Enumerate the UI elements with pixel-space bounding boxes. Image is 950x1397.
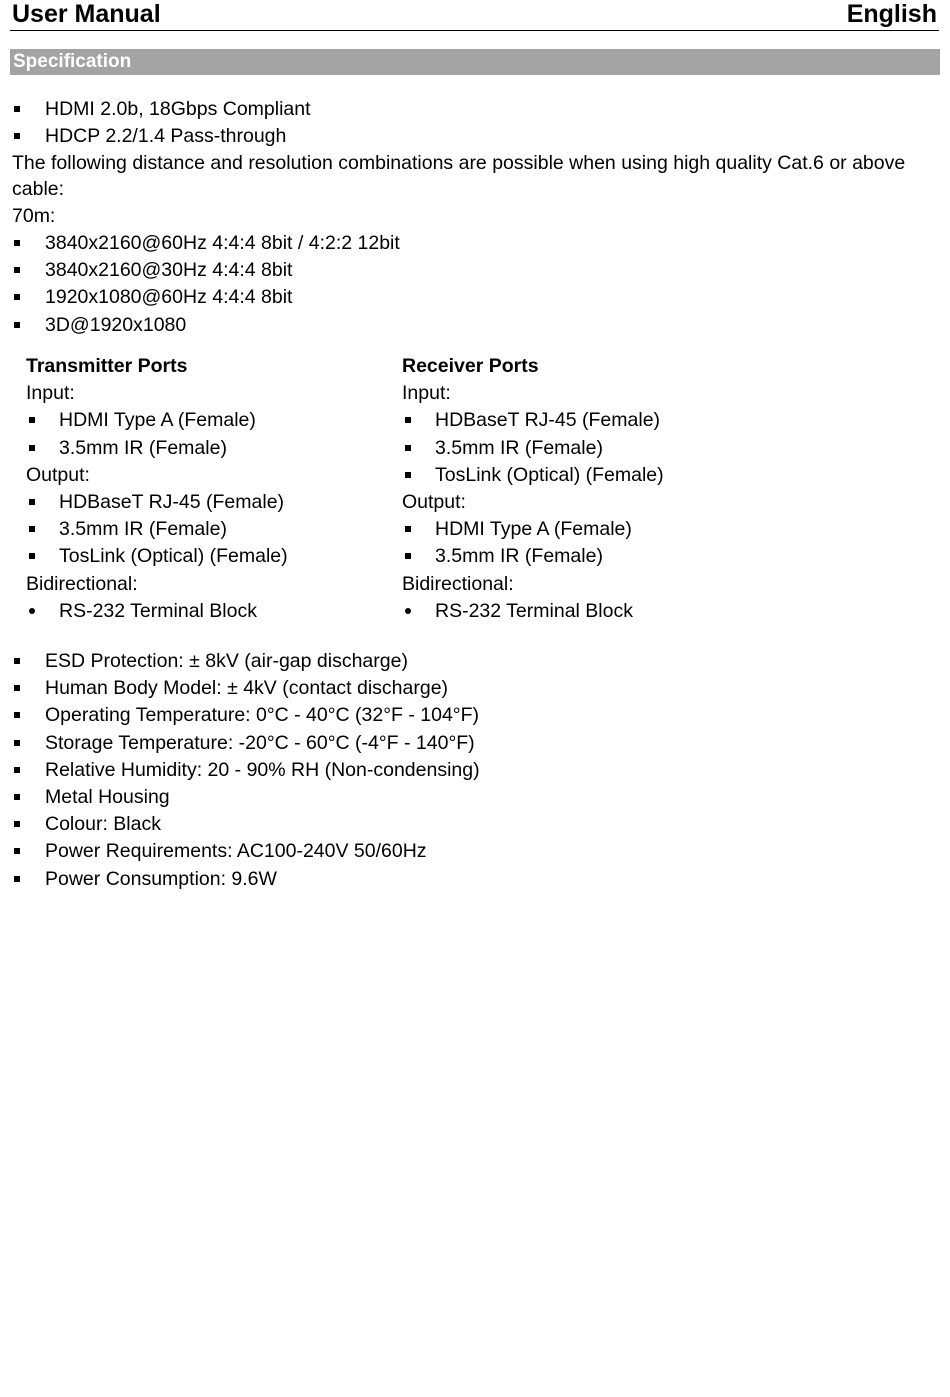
square-bullet-icon — [14, 767, 20, 773]
receiver-input-item: TosLink (Optical) (Female) — [435, 463, 664, 486]
spec-item: Human Body Model: ± 4kV (contact discharge) — [45, 677, 449, 700]
receiver-input-item: 3.5mm IR (Female) — [435, 436, 603, 459]
receiver-ports-title: Receiver Ports — [402, 355, 539, 377]
resolution-item: 3D@1920x1080 — [45, 313, 187, 336]
receiver-output-item: 3.5mm IR (Female) — [435, 545, 603, 568]
square-bullet-icon — [14, 712, 20, 718]
square-bullet-icon — [14, 106, 20, 112]
square-bullet-icon — [29, 526, 35, 532]
transmitter-input-label: Input: — [26, 382, 75, 405]
section-title: Specification — [13, 51, 132, 72]
square-bullet-icon — [14, 322, 20, 328]
square-bullet-icon — [14, 240, 20, 246]
receiver-input-item: HDBaseT RJ-45 (Female) — [435, 409, 661, 432]
receiver-bidirectional-item: RS-232 Terminal Block — [435, 599, 633, 622]
transmitter-input-item: HDMI Type A (Female) — [59, 409, 256, 432]
resolution-item: 1920x1080@60Hz 4:4:4 8bit — [45, 286, 293, 309]
receiver-bidirectional-label: Bidirectional: — [402, 572, 514, 595]
square-bullet-icon — [14, 876, 20, 882]
square-bullet-icon — [14, 658, 20, 664]
square-bullet-icon — [405, 526, 411, 532]
square-bullet-icon — [14, 794, 20, 800]
language-label: English — [846, 0, 937, 28]
distance-note-continued: cable: — [12, 178, 65, 200]
spec-item: Colour: Black — [45, 813, 161, 836]
receiver-output-label: Output: — [402, 491, 466, 513]
square-bullet-icon — [14, 848, 20, 854]
manual-title: User Manual — [12, 0, 161, 28]
feature-item: HDCP 2.2/1.4 Pass-through — [45, 125, 287, 148]
spec-item: ESD Protection: ± 8kV (air-gap discharge) — [45, 650, 408, 672]
distance-note: The following distance and resolution combinations are possible when using high quality Cat.6 or above — [12, 152, 906, 174]
spec-item: Metal Housing — [45, 786, 170, 808]
square-bullet-icon — [14, 294, 20, 300]
round-bullet-icon — [29, 608, 35, 614]
square-bullet-icon — [14, 740, 20, 746]
square-bullet-icon — [405, 553, 411, 559]
spec-item: Relative Humidity: 20 - 90% RH (Non-condensing) — [45, 758, 480, 781]
spec-item: Storage Temperature: -20°C - 60°C (-4°F - 140°F) — [45, 731, 475, 754]
spec-item: Operating Temperature: 0°C - 40°C (32°F - 104°F) — [45, 704, 480, 727]
spec-item: Power Consumption: 9.6W — [45, 867, 277, 890]
transmitter-bidirectional-item: RS-232 Terminal Block — [59, 599, 257, 622]
square-bullet-icon — [405, 472, 411, 478]
receiver-input-label: Input: — [402, 382, 451, 405]
square-bullet-icon — [14, 133, 20, 139]
feature-item: HDMI 2.0b, 18Gbps Compliant — [45, 98, 311, 120]
square-bullet-icon — [14, 685, 20, 691]
transmitter-output-item: 3.5mm IR (Female) — [59, 518, 227, 541]
transmitter-input-item: 3.5mm IR (Female) — [59, 436, 227, 459]
transmitter-output-label: Output: — [26, 463, 90, 486]
section-heading-bar — [10, 49, 940, 75]
transmitter-output-item: TosLink (Optical) (Female) — [59, 545, 288, 568]
square-bullet-icon — [14, 821, 20, 827]
square-bullet-icon — [29, 499, 35, 505]
round-bullet-icon — [405, 608, 411, 614]
resolution-item: 3840x2160@30Hz 4:4:4 8bit — [45, 259, 293, 282]
resolution-item: 3840x2160@60Hz 4:4:4 8bit / 4:2:2 12bit — [45, 232, 400, 254]
square-bullet-icon — [29, 553, 35, 559]
square-bullet-icon — [29, 445, 35, 451]
distance-label: 70m: — [12, 205, 56, 227]
transmitter-output-item: HDBaseT RJ-45 (Female) — [59, 491, 285, 513]
square-bullet-icon — [405, 445, 411, 451]
receiver-output-item: HDMI Type A (Female) — [435, 518, 632, 541]
page-header — [10, 0, 939, 31]
square-bullet-icon — [14, 267, 20, 273]
square-bullet-icon — [405, 417, 411, 423]
spec-item: Power Requirements: AC100-240V 50/60Hz — [45, 840, 427, 863]
transmitter-bidirectional-label: Bidirectional: — [26, 572, 138, 595]
transmitter-ports-title: Transmitter Ports — [26, 355, 188, 377]
square-bullet-icon — [29, 417, 35, 423]
